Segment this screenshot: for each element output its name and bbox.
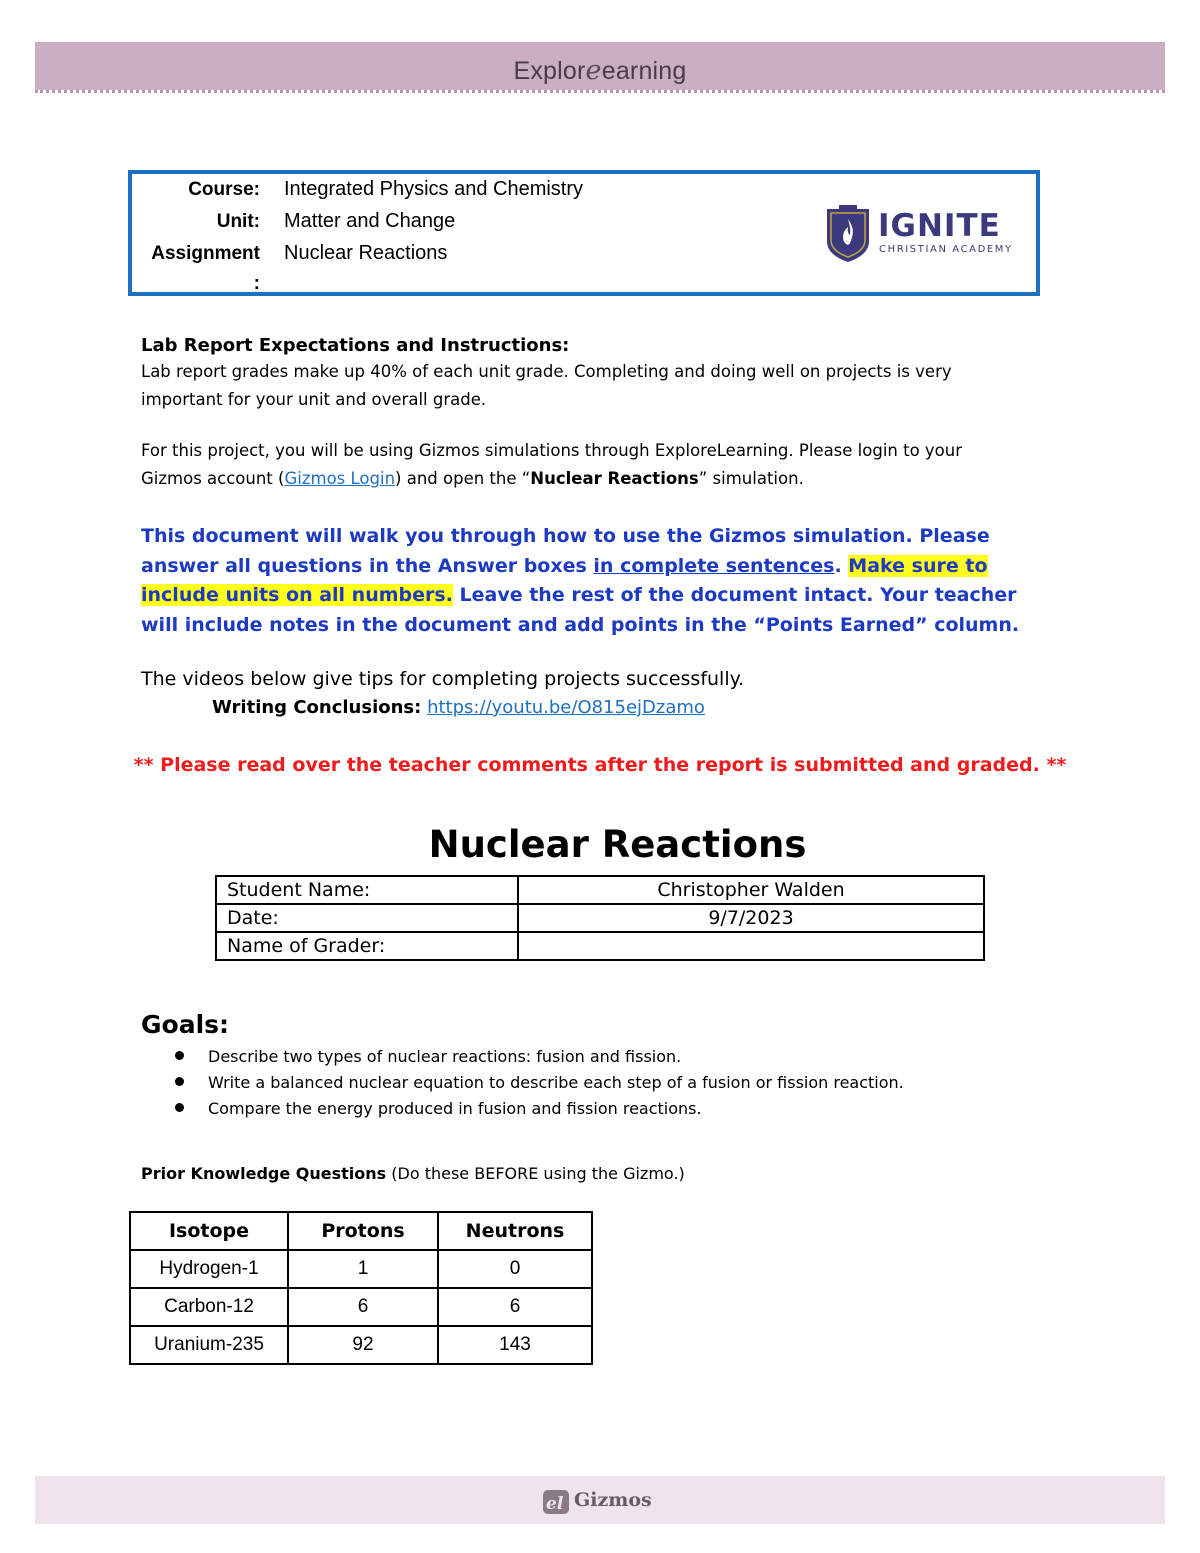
- table-cell[interactable]: 6: [438, 1288, 592, 1326]
- table-cell: Carbon-12: [130, 1288, 288, 1326]
- table-cell: Uranium-235: [130, 1326, 288, 1364]
- unit-label: Unit:: [216, 211, 260, 232]
- table-cell: Hydrogen-1: [130, 1250, 288, 1288]
- gizmos-logo-icon: [540, 1484, 574, 1518]
- table-cell[interactable]: 143: [438, 1326, 592, 1364]
- table-cell[interactable]: 0: [438, 1250, 592, 1288]
- goals-heading: Goals:: [141, 1010, 230, 1039]
- unit-value: Matter and Change: [284, 210, 456, 232]
- prior-knowledge-heading: Prior Knowledge Questions (Do these BEFORE using the Gizmo.): [141, 1164, 685, 1183]
- column-header: Isotope: [130, 1212, 288, 1250]
- writing-conclusions: Writing Conclusions: https://youtu.be/O815ejDzamo: [212, 697, 705, 718]
- list-item: Describe two types of nuclear reactions: fusion and fission.: [175, 1047, 681, 1066]
- explorelearning-logo: Exploreearning: [513, 55, 687, 86]
- table-row: [216, 932, 984, 960]
- grader-label: Name of Grader:: [216, 932, 518, 960]
- column-header: Protons: [288, 1212, 438, 1250]
- table-row: [216, 904, 984, 932]
- assignment-label: Assignment: [151, 243, 260, 264]
- table-row: [130, 1250, 592, 1288]
- videos-intro: The videos below give tips for completing projects successfully.: [141, 668, 745, 690]
- date-label: Date:: [216, 904, 518, 932]
- teacher-comments-note: ** Please read over the teacher comments after the report is submitted and graded. **: [133, 754, 1067, 776]
- writing-conclusions-link[interactable]: https://youtu.be/O815ejDzamo: [427, 697, 705, 718]
- bullet-icon: [175, 1103, 184, 1112]
- header-divider: [35, 90, 1165, 93]
- table-row: [130, 1288, 592, 1326]
- table-row: [130, 1326, 592, 1364]
- units-highlight: Make sure to include units on all numbers.: [141, 554, 988, 606]
- instructions-blue-paragraph: This document will walk you through how to use the Gizmos simulation. Please answer all questions in the Answer boxes in complete sentences. Make sure to include units on all numbers. Leave the rest of the document intact. Your teacher will include notes in the document and add points in the “Points Earned” column.: [141, 525, 1020, 636]
- table-cell[interactable]: 6: [288, 1288, 438, 1326]
- course-value: Integrated Physics and Chemistry: [284, 178, 584, 200]
- isotope-table: [129, 1211, 593, 1365]
- student-name-value[interactable]: Christopher Walden: [518, 876, 984, 904]
- bullet-icon: [175, 1051, 184, 1060]
- list-item: Compare the energy produced in fusion and fission reactions.: [175, 1099, 702, 1118]
- grader-value[interactable]: [518, 932, 984, 960]
- ignite-logo-text: IGNITE: [878, 208, 1001, 244]
- table-row: [216, 876, 984, 904]
- ignite-shield-icon: [825, 205, 871, 263]
- bullet-icon: [175, 1077, 184, 1086]
- instructions-paragraph-2: For this project, you will be using Gizmos simulations through ExploreLearning. Please login to your Gizmos account (Gizmos Login) and open the “Nuclear Reactions” simulation.: [141, 441, 963, 488]
- table-cell[interactable]: 1: [288, 1250, 438, 1288]
- date-value[interactable]: 9/7/2023: [518, 904, 984, 932]
- column-header: Neutrons: [438, 1212, 592, 1250]
- page-title: Nuclear Reactions: [428, 823, 807, 866]
- student-name-label: Student Name:: [216, 876, 518, 904]
- svg-text:el: el: [546, 1494, 564, 1514]
- student-info-table: [215, 875, 985, 961]
- instructions-heading: Lab Report Expectations and Instructions:: [141, 335, 570, 356]
- ignite-logo-subtext: CHRISTIAN ACADEMY: [879, 244, 1013, 255]
- gizmos-login-link[interactable]: Gizmos Login: [284, 469, 396, 488]
- assignment-colon: :: [253, 273, 260, 294]
- table-cell[interactable]: 92: [288, 1326, 438, 1364]
- instructions-paragraph-1: Lab report grades make up 40% of each unit grade. Completing and doing well on projects is very important for your unit and overall grade.: [141, 362, 952, 409]
- list-item: Write a balanced nuclear equation to describe each step of a fusion or fission reaction.: [175, 1073, 904, 1092]
- assignment-value: Nuclear Reactions: [284, 242, 448, 264]
- table-header-row: [130, 1212, 592, 1250]
- course-label: Course:: [188, 179, 260, 200]
- gizmos-logo-text: Gizmos: [574, 1489, 652, 1511]
